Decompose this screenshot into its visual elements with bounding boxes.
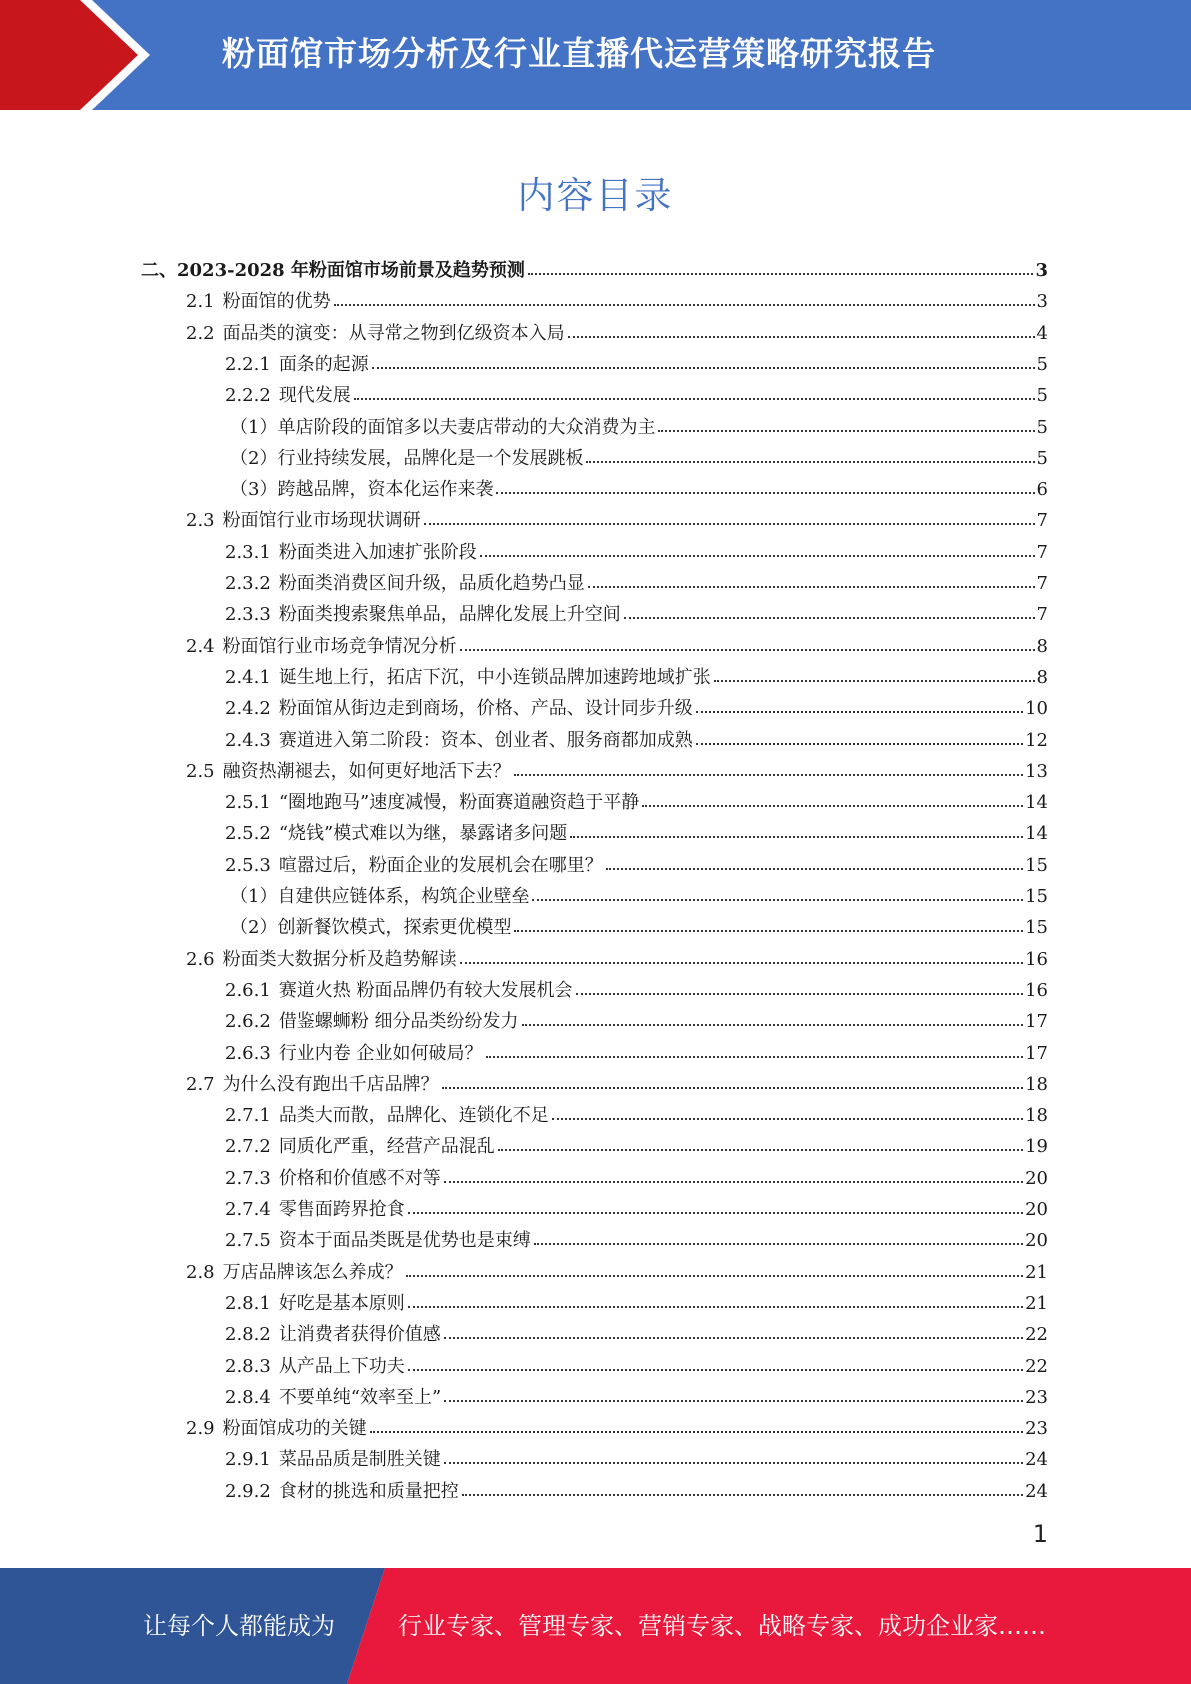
toc-entry-title: 万店品牌该怎么养成？ (222, 1261, 403, 1283)
toc-entry-page: 8 (1036, 635, 1048, 657)
toc-entry[interactable] (225, 1099, 1048, 1130)
toc-entry-page: 17 (1025, 1011, 1048, 1033)
toc-entry-title: 为什么没有跑出千店品牌？ (222, 1073, 439, 1095)
toc-entry-number: 2.7.1 (225, 1105, 271, 1127)
toc-entry-page: 5 (1036, 385, 1048, 407)
toc-entry-title: “烧钱”模式难以为继，暴露诸多问题 (278, 823, 568, 845)
toc-dot-leader (486, 1036, 1024, 1058)
toc-entry-number: 2.2.1 (225, 353, 271, 375)
toc-dot-leader (658, 410, 1034, 432)
toc-dot-leader (442, 1067, 1023, 1089)
toc-entry-title: 食材的挑选和质量把控 (278, 1480, 459, 1502)
page-header-band (0, 0, 1191, 110)
toc-entry-number: 2.8.3 (225, 1355, 271, 1377)
toc-entry[interactable] (186, 504, 1048, 535)
toc-entry-title: （1）单店阶段的面馆多以夫妻店带动的大众消费为主 (230, 416, 656, 438)
toc-entry[interactable] (225, 348, 1048, 379)
toc-entry-number: 2.2.2 (225, 385, 271, 407)
toc-entry-number: 2.8.2 (225, 1324, 271, 1346)
toc-entry-number: 2.6.3 (225, 1042, 271, 1064)
toc-entry-page: 19 (1025, 1136, 1048, 1158)
toc-entry-number: 2.7.4 (225, 1199, 271, 1220)
toc-entry[interactable] (225, 1381, 1048, 1412)
toc-dot-leader (588, 566, 1035, 588)
toc-entry-number: 2.8.1 (225, 1292, 271, 1314)
toc-entry-title: 零售面跨界抢食 (278, 1199, 405, 1220)
toc-entry-number: 2.8.4 (225, 1386, 271, 1408)
toc-entry-title: （2）创新餐饮模式，探索更优模型 (230, 917, 512, 939)
toc-entry-title: 融资热潮褪去，如何更好地活下去？ (222, 760, 511, 782)
toc-entry[interactable] (225, 974, 1048, 1005)
toc-dot-leader (522, 1004, 1024, 1026)
page-number: 1 (1032, 1520, 1048, 1548)
toc-entry-title: 赛道火热 粉面品牌仍有较大发展机会 (278, 979, 573, 1001)
toc-entry-title: （3）跨越品牌，资本化运作来袭 (230, 479, 494, 501)
toc-entry-title: 行业内卷 企业如何破局？ (278, 1042, 483, 1064)
toc-entry-page: 23 (1025, 1386, 1048, 1408)
report-title: 粉面馆市场分析及行业直播代运营策略研究报告 (222, 34, 936, 73)
toc-entry[interactable] (186, 1412, 1048, 1443)
toc-dot-leader (514, 910, 1023, 932)
toc-heading: 内容目录 (517, 174, 674, 217)
toc-dot-leader (462, 1474, 1023, 1496)
toc-entry[interactable] (225, 536, 1048, 567)
toc-entry[interactable] (225, 1224, 1048, 1255)
toc-entry[interactable] (225, 1193, 1048, 1224)
toc-entry-title: 粉面馆成功的关键 (222, 1418, 367, 1440)
toc-dot-leader (696, 723, 1023, 745)
toc-entry-title: （1）自建供应链体系，构筑企业壁垒 (230, 886, 530, 907)
toc-dot-leader (642, 785, 1023, 807)
toc-entry-title: 粉面类进入加速扩张阶段 (278, 541, 477, 563)
toc-entry-number: 2.6 (186, 948, 215, 970)
toc-entry-number: 2.4 (186, 635, 215, 657)
toc-entry-page: 7 (1036, 541, 1048, 563)
toc-entry[interactable] (225, 849, 1048, 880)
toc-entry-title: 粉面类搜索聚焦单品，品牌化发展上升空间 (278, 604, 621, 626)
toc-dot-leader (624, 597, 1035, 619)
toc-entry-title: 面条的起源 (278, 353, 369, 375)
toc-entry-number: 2.8 (186, 1261, 215, 1283)
toc-entry-title: 价格和价值感不对等 (278, 1167, 441, 1189)
toc-entry-page: 16 (1025, 948, 1048, 970)
toc-entry-page: 8 (1036, 666, 1048, 688)
toc-entry-page: 7 (1036, 604, 1048, 626)
toc-dot-leader (498, 1129, 1023, 1151)
toc-entry-page: 6 (1036, 479, 1048, 501)
toc-entry-number: 2.7.3 (225, 1167, 271, 1189)
toc-entry-page: 12 (1025, 729, 1048, 751)
toc-entry[interactable] (230, 442, 1048, 473)
toc-entry[interactable] (186, 943, 1048, 974)
toc-entry-page: 21 (1025, 1292, 1048, 1314)
toc-entry[interactable] (225, 1005, 1048, 1036)
toc-entry-page: 23 (1025, 1418, 1048, 1440)
toc-entry-page: 18 (1025, 1073, 1048, 1095)
toc-entry[interactable] (230, 473, 1048, 504)
toc-dot-leader (444, 1380, 1023, 1402)
toc-entry-title: 借鉴螺蛳粉 细分品类纷纷发力 (278, 1011, 519, 1033)
toc-entry-number: 2.7.2 (225, 1136, 271, 1158)
toc-dot-leader (606, 848, 1023, 870)
toc-entry[interactable] (186, 285, 1048, 316)
toc-dot-leader (532, 879, 1023, 901)
toc-entry[interactable] (230, 880, 1048, 911)
toc-entry[interactable] (225, 379, 1048, 410)
toc-entry-title: 资本于面品类既是优势也是束缚 (278, 1230, 531, 1252)
toc-entry-page: 22 (1025, 1324, 1048, 1346)
toc-entry-number: 2.3.3 (225, 604, 271, 626)
toc-entry-title: 粉面馆从街边走到商场，价格、产品、设计同步升级 (278, 698, 693, 720)
toc-entry-page: 15 (1025, 854, 1048, 876)
toc-entry-title: 粉面类大数据分析及趋势解读 (222, 948, 457, 970)
toc-entry-page: 20 (1025, 1199, 1048, 1220)
toc-entry-page: 20 (1025, 1167, 1048, 1189)
toc-entry-page: 5 (1036, 416, 1048, 438)
toc-entry[interactable] (225, 786, 1048, 817)
toc-entry-number: 2.3 (186, 510, 215, 532)
toc-dot-leader (568, 316, 1035, 338)
toc-entry-number: 2.9 (186, 1418, 215, 1440)
toc-entry-page: 18 (1025, 1105, 1048, 1127)
toc-entry-page: 5 (1036, 447, 1048, 469)
toc-entry[interactable] (225, 1130, 1048, 1161)
toc-entry-title: 同质化严重，经营产品混乱 (278, 1136, 495, 1158)
toc-dot-leader (496, 472, 1034, 494)
toc-entry[interactable] (225, 1287, 1048, 1318)
toc-entry[interactable] (225, 1162, 1048, 1193)
toc-dot-leader (408, 1192, 1023, 1214)
toc-entry-title: “圈地跑马”速度减慢，粉面赛道融资趋于平静 (278, 792, 640, 814)
toc-entry[interactable] (186, 1256, 1048, 1287)
toc-dot-leader (534, 1223, 1023, 1245)
toc-entry-page: 21 (1025, 1261, 1048, 1283)
toc-entry-page: 7 (1036, 510, 1048, 532)
toc-dot-leader (586, 441, 1034, 463)
toc-entry-page: 16 (1025, 979, 1048, 1001)
toc-entry[interactable] (225, 1350, 1048, 1381)
toc-entry-title: 从产品上下功夫 (278, 1355, 405, 1377)
toc-entry-number: 2.6.2 (225, 1011, 271, 1033)
footer-slogan-right: 行业专家、管理专家、营销专家、战略专家、成功企业家…… (398, 1612, 1046, 1640)
toc-entry-page: 15 (1025, 917, 1048, 939)
toc-entry-page: 4 (1036, 322, 1048, 344)
toc-dot-leader (460, 942, 1023, 964)
toc-entry-page: 17 (1025, 1042, 1048, 1064)
toc-entry[interactable] (225, 598, 1048, 629)
toc-entry-title: 二、2023-2028 年粉面馆市场前景及趋势预测 (141, 260, 525, 281)
toc-entry-page: 20 (1025, 1230, 1048, 1252)
toc-dot-leader (408, 1286, 1023, 1308)
toc-entry-title: 粉面馆的优势 (222, 291, 331, 313)
toc-entry-number: 2.6.1 (225, 979, 271, 1001)
toc-entry[interactable] (225, 1443, 1048, 1474)
toc-entry[interactable] (225, 692, 1048, 723)
toc-entry[interactable] (186, 630, 1048, 661)
toc-entry-number: 2.2 (186, 322, 215, 344)
toc-entry-page: 24 (1025, 1449, 1048, 1471)
toc-entry[interactable] (186, 1068, 1048, 1099)
toc-dot-leader (444, 1161, 1023, 1183)
toc-entry[interactable] (186, 317, 1048, 348)
toc-dot-leader (552, 1098, 1023, 1120)
toc-entry-number: 2.5.2 (225, 823, 271, 845)
toc-entry-page: 15 (1025, 886, 1048, 907)
toc-dot-leader (514, 754, 1023, 776)
toc-entry-number: 2.4.3 (225, 729, 271, 751)
toc-entry[interactable] (225, 1037, 1048, 1068)
toc-entry-number: 2.7 (186, 1073, 215, 1095)
toc-entry[interactable] (225, 1475, 1048, 1506)
toc-entry-number: 2.3.2 (225, 573, 271, 594)
toc-entry-title: 好吃是基本原则 (278, 1292, 405, 1314)
toc-entry-title: 诞生地上行，拓店下沉，中小连锁品牌加速跨地域扩张 (278, 666, 711, 688)
toc-dot-leader (406, 1255, 1023, 1277)
toc-entry-title: 现代发展 (278, 385, 351, 407)
toc-entry-number: 2.3.1 (225, 541, 271, 563)
toc-entry-title: 让消费者获得价值感 (278, 1324, 441, 1346)
toc-entry-page: 7 (1036, 573, 1048, 594)
toc-entry-title: 菜品品质是制胜关键 (278, 1449, 441, 1471)
toc-dot-leader (408, 1349, 1023, 1371)
toc-dot-leader (696, 691, 1023, 713)
toc-entry-page: 5 (1036, 353, 1048, 375)
toc-entry-title: 赛道进入第二阶段：资本、创业者、服务商都加成熟 (278, 729, 693, 751)
toc-entry-title: 粉面馆行业市场竞争情况分析 (222, 635, 457, 657)
toc-entry-number: 2.1 (186, 291, 215, 313)
toc-dot-leader (372, 347, 1035, 369)
toc-dot-leader (576, 973, 1024, 995)
toc-entry-page: 13 (1025, 760, 1048, 782)
toc-entry[interactable] (225, 567, 1048, 598)
toc-entry[interactable] (186, 755, 1048, 786)
toc-entry-page: 22 (1025, 1355, 1048, 1377)
toc-entry[interactable] (230, 911, 1048, 942)
toc-entry-title: 粉面类消费区间升级，品质化趋势凸显 (278, 573, 585, 594)
toc-entry-page: 14 (1025, 823, 1048, 845)
toc-dot-leader (354, 378, 1035, 400)
toc-entry-title: 喧嚣过后，粉面企业的发展机会在哪里？ (278, 854, 603, 876)
toc-entry-number: 2.5.1 (225, 792, 271, 814)
toc-entry-page: 3 (1035, 260, 1048, 281)
toc-dot-leader (444, 1317, 1023, 1339)
page-footer-band (0, 1568, 1191, 1684)
toc-entry-title: 品类大而散，品牌化、连锁化不足 (278, 1105, 549, 1127)
toc-entry-number: 2.5.3 (225, 854, 271, 876)
toc-entry[interactable] (225, 661, 1048, 692)
toc-entry[interactable] (225, 1318, 1048, 1349)
toc-entry-number: 2.9.1 (225, 1449, 271, 1471)
toc-entry[interactable] (225, 817, 1048, 848)
toc-entry-number: 2.9.2 (225, 1480, 271, 1502)
toc-dot-leader (480, 535, 1035, 557)
toc-dot-leader (714, 660, 1035, 682)
toc-dot-leader (334, 284, 1035, 306)
toc-entry-number: 2.7.5 (225, 1230, 271, 1252)
toc-entry-page: 14 (1025, 792, 1048, 814)
toc-entry[interactable] (225, 724, 1048, 755)
toc-dot-leader (444, 1442, 1023, 1464)
toc-entry-number: 2.4.1 (225, 666, 271, 688)
toc-entry[interactable] (230, 411, 1048, 442)
toc-entry-title: 粉面馆行业市场现状调研 (222, 510, 421, 532)
footer-slogan-left: 让每个人都能成为 (143, 1612, 335, 1640)
toc-entry-number: 2.5 (186, 760, 215, 782)
toc-dot-leader (424, 503, 1035, 525)
toc-entry-title: 面品类的演变：从寻常之物到亿级资本入局 (222, 322, 565, 344)
toc-entry[interactable] (141, 254, 1048, 285)
toc-entry-page: 10 (1025, 698, 1048, 720)
toc-entry-page: 3 (1036, 291, 1048, 313)
toc-entry-title: 不要单纯“效率至上” (278, 1386, 442, 1408)
toc-entry-number: 2.4.2 (225, 698, 271, 720)
toc-dot-leader (370, 1411, 1023, 1433)
toc-dot-leader (570, 816, 1023, 838)
toc-entry-page: 24 (1025, 1480, 1048, 1502)
toc-dot-leader (528, 253, 1034, 275)
toc-dot-leader (460, 629, 1035, 651)
toc-entry-title: （2）行业持续发展，品牌化是一个发展跳板 (230, 447, 584, 469)
